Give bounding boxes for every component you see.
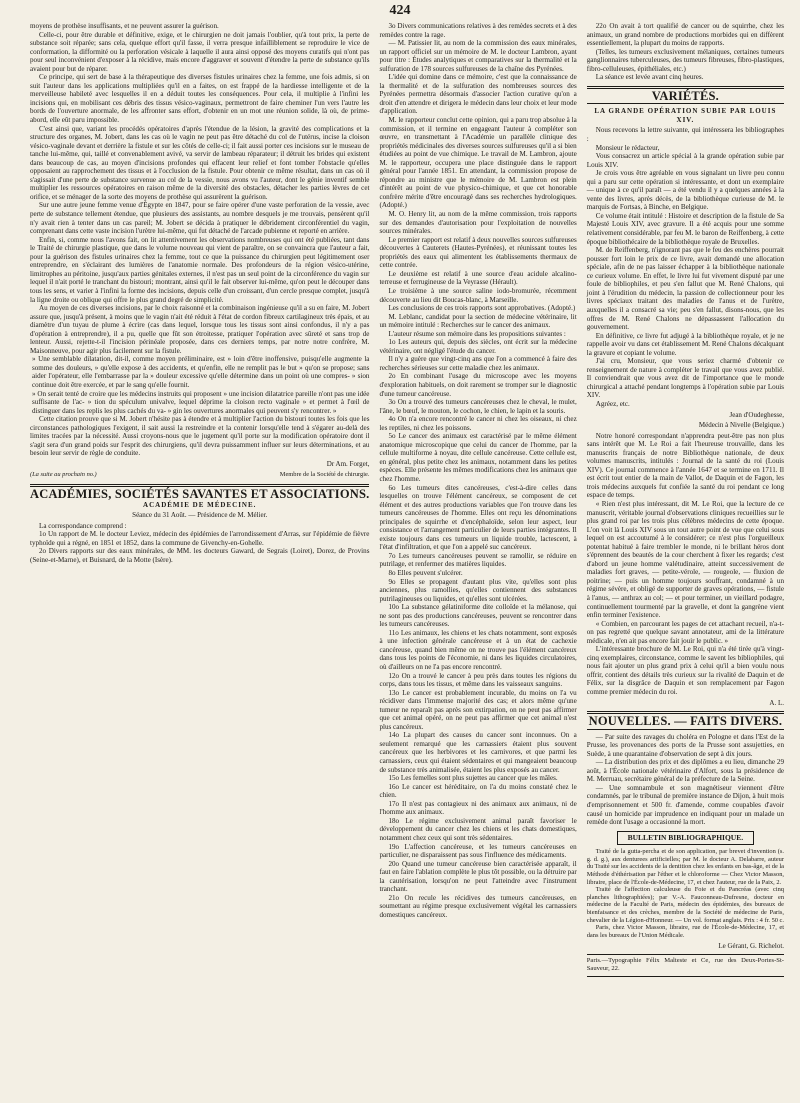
paragraph: M. le rapporteur conclut cette opinion, qui a paru trop absolue à la commission, et il termine en engageant l'auteur à compléter son œuvre, en transmettant à l'Académie un parallèle clinique des propriétés médicinales des diverses sources sulfureuses qu'il a si bien étudiées au point de vue chimique. Le travail de M. Lambron, ajoute M. le rapporteur, occupera une place distinguée dans le rapport général pour l'année 1851. En attendant, la commission propose de répondre au ministre que le mémoire de M. Lambron est plein d'intérêt au point de vue physico-chimique, et que cet honorable confrère mérite d'être encouragé dans ses recherches hydrologiques. (Adopté.)	[379, 116, 577, 210]
column-left	[30, 22, 369, 1090]
paragraph: 21o On recule les récidives des tumeurs cancéreuses, en soumettant au régime presque exclusivement végétal les carnassiers domestiques cancéreux.	[379, 893, 577, 919]
continued-note: (La suite au prochain no.)	[30, 471, 97, 479]
session-line: Séance du 31 Août. — Présidence de M. Mélier.	[132, 511, 268, 520]
page-number: 424	[389, 3, 411, 18]
bibliography-entry: Paris, chez Victor Masson, libraire, rue de l'École-de-Médecine, 17, et dans les bureaux de l'Union Médicale.	[586, 924, 785, 939]
paragraph: C'est ainsi que, variant les procédés opératoires d'après l'étendue de la lésion, la gravité des complications et la structure des organes, M. Jobert, dans les cas où le vagin ne peut pas être détaché du col de l'utérus, incise la cloison vésico-vaginale devant et derrière la fistule et sur les côtés de celle-ci; il fait aussi porter ces incisions sur le museau de tanche lui-même, qui, taillé et convenablement avivé, va servir de lambeau réparateur; il détruit les brides qui existent dans beaucoup de cas, au moyen d'incisions profondes qui effacent leur relief et font tomber l'obstacle qu'elles opposaient au rapprochement des tissus et à l'occlusion de la fistule. Pour obtenir ce même résultat, dans un cas où il s'agissait d'une perte de substance survenue au col de la vessie, nous avons vu l'auteur, dont le génie inventif semble multiplier les ressources opératoires en raison même de la diversité des obstacles, détacher les parties lèvres de cet orifice, et se ménager de la sorte des moyens de prothèse qui assurèrent la guérison.	[30, 124, 370, 201]
paragraph: 9o Elles se propagent d'autant plus vite, qu'elles sont plus anciennes, plus ramollies, qu'elles contiennent des substances putrilagineuses ou liquides, et qu'elles sont ulcérées.	[379, 577, 577, 603]
paragraph: Sur une autre jeune femme venue d'Égypte en 1847, pour se faire opérer d'une vaste perforation de la vessie, avec perte de substance tellement étendue, que plusieurs des assistants, au nombre desquels je me trouvais, pensèrent qu'il n'y avait rien à tenter dans un cas pareil; M. Jobert se décida à pratiquer le débridement circonférentiel du vagin, comprenant dans cette vaste incision l'urètre lui-même, qui fut détaché de l'arcade pubienne et reporté en arrière.	[30, 201, 370, 236]
nouvelles-header: NOUVELLES. — FAITS DIVERS.	[588, 714, 783, 729]
paragraph: La correspondance comprend :	[39, 521, 127, 530]
paragraph: En définitive, ce livre fut adjugé à la bibliothèque royale, et je ne rappelle avoir vu dans cet établissement M. René Chalons décalquant la gravure et copiant le volume.	[586, 331, 785, 357]
varietes-subheader: LA GRANDE OPÉRATION SUBIE PAR LOUIS XIV.	[594, 107, 777, 124]
paragraph: 13o Le cancer est probablement incurable, du moins on l'a vu récidiver dans l'immense majorité des cas; et alors même qu'une tumeur ne reparaît pas après son extirpation, on ne peut pas affirmer que cet animal opéré, on ne peut pas affirmer que cet animal n'est plus cancéreux.	[379, 688, 577, 731]
paragraph: 8o Elles peuvent s'ulcérer.	[388, 569, 463, 577]
paragraph: 3o Divers communications relatives à des remèdes secrets et à des remèdes contre la rage.	[379, 22, 577, 39]
paragraph: « Rien n'est plus intéressant, dit M. Le Roi, que la lecture de ce manuscrit, véritable journal d'observations cliniques recueillies sur le plus grand roi par les trois plus célèbres médecins de cette époque. L'on voit là Louis XIV sous un tout autre point de vue que celui sous lequel on est accoutumé à le considérer; ce n'est plus l'orgueilleux potentat habitué à faire trembler le monde, ni le brillant héros dont s'éprennent des beautés de la cour cherchent à fixer les regards; c'est d'abord un jeune homme valétudinaire, atteint successivement de maladies fort graves, — petite-vérole, — rougeole, — fluxion de poitrine; — puis un homme toujours souffrant, condamné à un régime sévère, et obligé de supporter de graves opérations, — fistule à l'anus, — anthrax au col; — et pour terminer, un vieillard podagre, continuellement tourmenté par la gravelle, et dont la gangrène vient enfin terminer l'existence.	[586, 499, 785, 620]
paragraph: 6o Les tumeurs dites cancéreuses, c'est-à-dire celles dans lesquelles on trouve l'élément cancéreux, se composent de cet élément et des autres productions variables que l'on trouve dans les tumeurs cancéreuses de l'homme. Elles ont reçu les dénominations principales de squirrhe et d'encéphaloïde, selon leur aspect, leur consistance et l'arrangement particulier de leurs parties intégrantes. Il existe toujours dans ces tumeurs un liquide trouble, lactescent, à l'état d'infiltration, et que l'on a appelé suc cancéreux.	[379, 483, 577, 552]
paragraph: Il n'y a guère que vingt-cinq ans que l'on a commencé à faire des recherches sérieuses sur cette maladie chez les animaux.	[379, 355, 577, 372]
paragraph: (Telles, les tumeurs exclusivement mélaniques, certaines tumeurs ganglionnaires tuberculeuses, des tumeurs fibreuses, fibro-plastiques, fibro-celluleuses, épithéliales, etc.)	[586, 47, 785, 73]
paragraph: 18o Le régime exclusivement animal paraît favoriser le développement du cancer chez les chiens et les chats domestiques, notamment chez ceux qui sont très sédentaires.	[379, 816, 577, 842]
paragraph: 7o Les tumeurs cancéreuses peuvent se ramollir, se réduire en putrilage, et renfermer des matières liquides.	[379, 551, 577, 569]
column-middle	[379, 22, 576, 1090]
paragraph: 2o Divers rapports sur des eaux minérales, de MM. les docteurs Gaward, de Segrais (Loiret), Dorez, de Provins (Seine-et-Marne), et Buisnard, de la Motte (Isère).	[30, 547, 370, 564]
bibliographic-bulletin	[587, 848, 784, 939]
varietes-header: VARIÉTÉS.	[651, 88, 719, 103]
paragraph: — Par suite des ravages du choléra en Pologne et dans l'Est de la Prusse, les provenances des ports de la Prusse sont assujetties, en Suède, à une quarantaine d'observation de sept à dix jours.	[586, 732, 785, 758]
paragraph: L'idée qui domine dans ce mémoire, c'est que la connaissance de la thermalité et de la sulfuration des nombreuses sources des Pyrénées permettra désormais d'associer l'action curative qu'on a droit d'en attendre et dirigera le médecin dans leur choix et leur mode d'application.	[379, 73, 577, 116]
academie-subheader: ACADÉMIE DE MÉDECINE.	[143, 500, 257, 509]
paragraph: M. de Reiffenberg, n'ignorant pas que le feu des enchères pourrait pousser fort loin le prix de ce livre, avait demandé une allocation spéciale, afin de ne pas laisser échapper à la bibliothèque nationale ce curieux volume. En effet, le livre lui fut vivement disputé par une foule de bibliophiles, et peu s'en fallut que M. René Chalons, qui joint à l'érudition du médecin, la passion de collectionneur pour les livres spéciaux traitant des maladies de l'anus et de l'urètre, auxquelles il a consacré sa vie; peu s'en fallut, disons-nous, que les offres de M. René Chalons ne dépassassent l'allocation du gouvernement.	[586, 246, 785, 332]
paragraph: Monsieur le rédacteur,	[595, 143, 660, 152]
paragraph: 15o Les femelles sont plus sujettes au cancer que les mâles.	[388, 774, 558, 783]
paragraph: Ce volume était intitulé : Histoire et description de la fistule de Sa Majesté Louis XIV, avec gravure. Il a été acquis pour une somme relativement considérable, par feu M. le baron de Reiffenberg, à cette époque bibliothécaire de la bibliothèque royale de Bruxelles.	[586, 211, 785, 246]
paragraph: 12o On a trouvé le cancer à peu près dans toutes les régions du corps, dans tous les tissus, et même dans les vaisseaux sanguins.	[379, 671, 577, 689]
paragraph: Cette citation prouve que si M. Jobert n'hésite pas à étendre et à multiplier l'action du bistouri toutes les fois que les circonstances pathologiques l'exigent, il sait aussi la restreindre et la contenir lorsqu'elle tend à s'égarer au-delà des limites tracées par la nécessité. Aussi croyons-nous que le jugement qu'il porte sur la modification opératoire dont il s'agit sera d'un grand poids sur l'esprit des chirurgiens, qu'il devra puissamment influer sur leurs déterminations, et au besoin leur servir de règle de conduite.	[30, 415, 370, 458]
gerant-signature: Le Gérant, G. Richelot.	[718, 942, 785, 951]
paragraph: 4o On n'a encore rencontré le cancer ni chez les oiseaux, ni chez les reptiles, ni chez les poissons.	[379, 415, 577, 432]
paragraph: 19o L'affection cancéreuse, et les tumeurs cancéreuses en particulier, ne disparaissent pas sous l'influence des médicaments.	[379, 842, 577, 860]
paragraph: Le deuxième est relatif à une source d'eau acidule alcalino-terreuse et ferrugineuse de la Veyrasse (Hérault).	[379, 269, 577, 287]
paragraph: — M. Patissier lit, au nom de la commission des eaux minérales, un rapport officiel sur un mémoire de M. le docteur Lambron, ayant pour titre : Études analytiques et comparatives sur la thermalité et la sulfuration de 178 sources sulfureuses de la chaîne des Pyrénées.	[379, 39, 577, 73]
signature-footer	[30, 471, 369, 480]
paragraph: Le troisième à une source saline iodo-bromurée, récemment découverte au lieu dit Boucas-blanc, à Marseille.	[379, 286, 577, 304]
paragraph: M. Leblanc, candidat pour la section de médecine vétérinaire, lit un mémoire intitulé : Recherches sur le cancer des animaux.	[379, 312, 577, 330]
paragraph: 22o On avait à tort qualifié de cancer ou de squirrhe, chez les animaux, un grand nombre de productions morbides qui en diffèrent essentiellement, la plupart du moins de rapports.	[586, 22, 785, 48]
paragraph: 5o Le cancer des animaux est caractérisé par le même élément anatomique microscopique que celui du cancer de l'homme, par la cellule multiforme à noyau, dite cellule cancéreuse. Cette cellule est, en général, plus petite chez les animaux, notamment dans les petites espèces. Elle présente les mêmes modifications chez les animaux que chez l'homme.	[379, 432, 577, 483]
paragraph: Notre honoré correspondant n'apprendra peut-être pas non plus sans intérêt que M. Le Roi a fait l'heureuse trouvaille, dans les manuscrits français de notre Bibliothèque nationale, de deux volumes manuscrits, intitulés : Journal de la santé du roi (Louis XIV). Ce journal commence à l'année 1647 et se termine en 1711. Il est écrit tout entier de la main de Vallot, de Daquin et de Fagon, les trois médecins auxquels fut confiée la santé du roi pendant ce long espace de temps.	[586, 431, 785, 500]
paragraph: L'auteur résume son mémoire dans les propositions suivantes :	[388, 329, 566, 338]
paragraph: 11o Les animaux, les chiens et les chats notamment, sont exposés à une infection générale cancéreuse et à un état de cachexie cancéreuse, quand bien même on ne trouve pas l'élément cancéreux dans tous les points de l'économie, ni dans les liquides circulatoires, où d'ailleurs on ne l'a pas encore rencontré.	[379, 628, 577, 672]
article-initials: A. L.	[769, 698, 785, 707]
paragraph: 3o On a trouvé des tumeurs cancéreuses chez le cheval, le mulet, l'âne, le bœuf, le mouton, le cochon, le chien, le lapin et la souris.	[379, 398, 577, 415]
bibliography-entry: Traité de la gutta-percha et de son application, par brevet d'invention (s. g. d. g.), aux denturees artificielles; par M. le docteur A. Delabarre, auteur du Traité sur les accidents de la dentition chez les enfants en bas-âge, et de la Méthode d'éthérisation par l'éther et le chloroforme — Chez Victor Masson, libraire, place de l'École-de-Médecine, 17, et chez l'auteur, rue de la Paix, 2.	[586, 848, 785, 886]
paragraph: « Combien, en parcourant les pages de cet attachant recueil, n'a-t-on pas regretté que quelque savant annotateur, ami de la littérature médicale, n'en ait pas encore fait jouir le public. »	[586, 619, 785, 645]
author-role: Membre de la Société de chirurgie.	[279, 471, 370, 479]
paragraph: 20o Quand une tumeur cancéreuse bien caractérisée apparaît, il faut en faire l'ablation complète le plus tôt possible, ou la détruire par la cautérisation, lorsqu'on ne peut l'atteindre avec l'instrument tranchant.	[379, 859, 577, 894]
paragraph: Je crois vous être agréable en vous signalant un livre peu connu qui a paru sur cette opération si intéressante, et dont un exemplaire — unique à ce qu'il paraît — a été vendu il y a quelques années à la vente des livres, après décès, de la bibliothèque curieuse de M. le marquis de Fortsas, à Binche, en Belgique.	[586, 169, 785, 212]
paragraph: Ce principe, qui sert de base à la thérapeutique des diverses fistules urinaires chez la femme, une fois admis, si on suit l'auteur dans les applications multipliées qu'il en a faites, on est frappé de la hardiesse intelligente et de la merveilleuse habileté avec lesquelles il en a déduit toutes les conséquences. Pour cela, il multiplie à l'infini les incisions qui, en mobilisant ces débris des tissus vésico-vaginaux, permettront de faire cheminer l'un vers l'autre les bords de l'ouverture anormale, de les affronter sans effort, d'obtenir en un mot une réunion solide, là où, de prime-abord, elle eût paru impossible.	[30, 73, 370, 125]
printer-imprint: Paris.—Typographie Félix Malteste et Ce, rue des Deux-Portes-St-Sauveur, 22.	[587, 954, 784, 977]
paragraph: L'intéressante brochure de M. Le Roi, qui n'a été tirée qu'à vingt-cinq exemplaires, circonstance, comme le savent les bibliophiles, qui nous fait ajouter un plus grand prix à celui qu'il a bien voulu nous offrir, contient des détails très curieux sur la rivalité de Daquin et de Félix, sur la disgrâce de Daquin et son remplacement par Fagon comme premier médecin du roi.	[586, 645, 785, 697]
letter-signature: Jean d'Oudeghesse,	[729, 410, 785, 419]
paragraph: 10o La substance gélatiniforme dite colloïde et la mélanose, qui ne sont pas des productions cancéreuses, peuvent se rencontrer dans les tumeurs cancéreuses.	[379, 603, 577, 629]
paragraph: 1o Un rapport de M. le docteur Leviez, médecin des épidémies de l'arrondissement d'Arras, sur l'épidémie de fièvre typhoïde qui a régné, en 1851 et 1852, dans la commune de Givenchy-en-Gohelle.	[30, 530, 370, 547]
paragraph: Celle-ci, pour être durable et définitive, exige, et le chirurgien ne doit jamais l'oublier, qu'à tout prix, la perte de substance soit réparée; sans cela, quelque effort qu'il fasse, il verra presque infailliblement se reproduire le vice de conformation, la difformité ou la perforation vésicale à laquelle il aura ainsi opposé des moyens curatifs qui n'ont pas pour seul inconvénient d'exposer à la récidive, mais encore d'aggraver et souvent d'étendre la perte de substance qu'ils avaient pour but de réparer.	[30, 30, 370, 73]
paragraph: M. O. Henry lit, au nom de la même commission, trois rapports sur des demandes d'autorisation pour l'exploitation de nouvelles sources minérales.	[379, 210, 577, 236]
paragraph: Vous consacrez un article spécial à la grande opération subie par Louis XIV.	[586, 152, 785, 169]
paragraph: Enfin, si, comme nous l'avons fait, on lit attentivement les observations nombreuses qui ont été publiées, tant dans le Traité de chirurgie plastique, que dans le volume nouveau qui vient de paraître, on se convaincra que l'auteur a fait, pour la guérison des fistules urinaires chez la femme, tout ce que la puissance du chirurgien peut légitimement oser entreprendre, en s'éclairant des lumières de l'anatomie normale. Des profondeurs de la région vésico-utérine, limitrophes au péritoine, jusqu'aux parties génitales externes, il n'est pas un seul point de la circonférence du vagin sur lequel il n'ait porté le tranchant du bistouri; montrant, ainsi qu'il le fait observer lui-même, qu'on peut le découper dans tous les sens, et varier à l'infini la forme des incisions, depuis celle d'un croissant, d'un cercle presque complet, jusqu'à la ligne droite ou oblique qui offre le plus grand degré de simplicité.	[30, 235, 370, 304]
paragraph: moyens de prothèse insuffisants, et ne peuvent assurer la guérison.	[30, 22, 219, 30]
paragraph: Au moyen de ces diverses incisions, par le choix raisonné et la combinaison ingénieuse qu'il a su en faire, M. Jobert assure que, jusqu'à présent, à moins que le vagin n'ait été réduit à l'état de cordon fibreux cartilagineux très épais, et au diamètre d'un tuyau de plume à écrire (cas dans lequel, lorsque tous les tissus sont ainsi confondus, il n'y a pas d'opération à entreprendre), il a pu, quelle que fût son étroitesse, pratiquer l'opération avec sûreté et sans trop de lenteur. Aussi, rejette-t-il l'incision périnéale proposée, dans ces derniers temps, par notre notre confrère, M. Maisonneuve, pour agir plus facilement sur la fistule.	[30, 304, 370, 355]
quotation: » Une semblable dilatation, dit-il, comme moyen préliminaire, est » loin d'être inoffensive, puisqu'elle augmente la somme des douleurs, » qu'elle expose à des accidents, et qu'enfin, elle ne remplit pas le but » qu'on se propose; sans aider l'opérateur, elle l'embarrasse par la » douleur excessive qu'elle détermine dans un point où une compres- » sion continue doit être exercée, et par le sang qu'elle fournit.	[32, 355, 370, 389]
paragraph: Les conclusions de ces trois rapports sont approbatives. (Adopté.)	[388, 304, 576, 313]
divider	[587, 729, 784, 730]
paragraph: Le premier rapport est relatif à deux nouvelles sources sulfureuses découvertes à Cauterets (Hautes-Pyrénées), et réunissant toutes les propriétés des eaux qui alimentent les établissements thermaux de cette contrée.	[379, 235, 577, 270]
academies-header: ACADÉMIES, SOCIÉTÉS SAVANTES ET ASSOCIATIONS.	[30, 486, 370, 501]
bibliography-entry: Traité de l'affection calculeuse du Foie et du Pancréas (avec cinq planches lithographiées); par V.-A. Fauconneau-Dufresne, docteur en médecine de la Faculté de Paris, médecin des épidémies, des bureaux de bienfaisance et des crèches, membre de la Société de médecine de Paris, chevalier de la Légion-d'Honneur. — Un vol. format anglais. Prix : 4 fr. 50 c.	[586, 886, 785, 924]
letter-signature-role: Médecin à Nivelle (Belgique.)	[698, 421, 785, 430]
paragraph: 16o Le cancer est héréditaire, on l'a du moins constaté chez le chien.	[379, 782, 577, 800]
quotation: » On serait tenté de croire que les médecins instruits qui proposent » une incision dilatatrice pareille n'ont pas une idée suffisante de l'ac- » tion du spéculum univalve, lequel déprime la cloison recto vaginale » et permet à l'œil de distinguer dans les replis les plus cachés du va- » gin les ouvertures anormales qui peuvent s'y rencontrer. »	[32, 389, 370, 415]
paragraph: — Une somnambule et son magnétiseur viennent d'être condamnés, par le tribunal de première instance de Dijon, à huit mois d'emprisonnement et 500 fr. d'amende, comme coupables d'avoir causé un homicide par imprudence en indiquant pour un malade un remède dont l'usage a occasionné la mort.	[586, 783, 785, 827]
column-right	[587, 22, 784, 1090]
paragraph: Nous recevons la lettre suivante, qui intéressera les bibliographes :	[586, 126, 785, 144]
bibliographic-bulletin-header: BULLETIN BIBLIOGRAPHIQUE.	[617, 831, 754, 846]
divider	[587, 103, 784, 104]
author-signature: Dr Am. Forget,	[326, 459, 370, 468]
paragraph: 14o La plupart des causes du cancer sont inconnues. On a seulement remarqué que les carnassiers étaient plus souvent cancéreux que les herbivores et les carnivores, et que parmi les carnassiers, ceux qui étaient sédentaires et qui mangeaient beaucoup de substance très animalisée, étaient les plus exposés au cancer.	[379, 731, 577, 774]
paragraph: La séance est levée avant cinq heures.	[595, 73, 704, 82]
paragraph: 1o Les auteurs qui, depuis des siècles, ont écrit sur la médecine vétérinaire, ont négligé l'étude du cancer.	[379, 338, 577, 355]
paragraph: — La distribution des prix et des diplômes a eu lieu, dimanche 29 août, à l'École nationale vétérinaire d'Alfort, sous la présidence de M. Merruau, secrétaire général de la préfecture de la Seine.	[586, 758, 785, 784]
paragraph: Agréez, etc.	[595, 399, 630, 408]
paragraph: J'ai cru, Monsieur, que vous seriez charmé d'obtenir ce renseignement de nature à compléter le travail que vous avez publié. Il conviendrait que vous avez dit de l'importance que le monde chirurgical a attaché pendant longtemps à l'opération subie par Louis XIV.	[586, 357, 785, 400]
paragraph: 2o En combinant l'usage du microscope avec les moyens d'exploration habituels, on doit rarement se tromper sur le diagnostic d'une tumeur cancéreuse.	[379, 372, 577, 398]
paragraph: 17o Il n'est pas contagieux ni des animaux aux animaux, ni de l'homme aux animaux.	[379, 799, 577, 817]
